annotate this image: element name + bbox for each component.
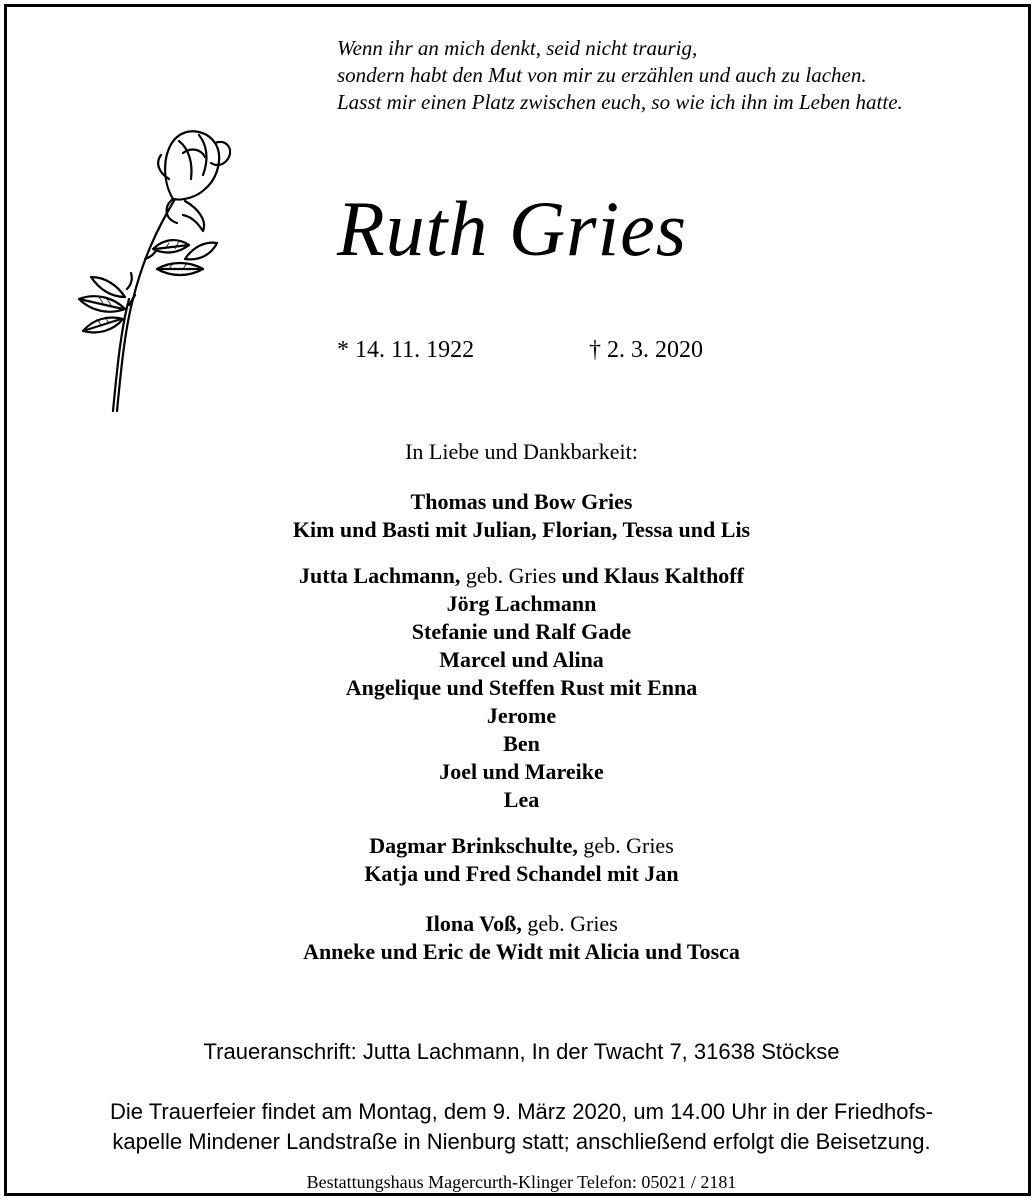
family-line: Jörg Lachmann xyxy=(446,591,597,616)
obituary-frame xyxy=(4,4,1031,1196)
ceremony-line: kapelle Mindener Landstraße in Nienburg statt; anschließend erfolgt die Beisetzung. xyxy=(112,1129,931,1154)
poem xyxy=(337,35,997,116)
family-line: Marcel und Alina xyxy=(439,647,604,672)
family-group xyxy=(7,562,1035,814)
family-line: Lea xyxy=(503,787,540,812)
poem-line: Lasst mir einen Platz zwischen euch, so wie ich ihn im Leben hatte. xyxy=(337,90,903,114)
birth-date: * 14. 11. 1922 xyxy=(337,337,475,363)
family-line: Joel und Mareike xyxy=(439,759,604,784)
family-line: Anneke und Eric de Widt mit Alicia und Tosca xyxy=(303,939,740,964)
family-line: Jerome xyxy=(486,703,557,728)
ceremony-info xyxy=(7,1097,1035,1157)
death-date: † 2. 3. 2020 xyxy=(589,337,703,363)
ceremony-line: Die Trauerfeier findet am Montag, dem 9. März 2020, um 14.00 Uhr in der Friedhofs- xyxy=(110,1099,933,1124)
deceased-name: Ruth Gries xyxy=(337,185,688,272)
family-line: Kim und Basti mit Julian, Florian, Tessa und Lis xyxy=(292,517,751,542)
family-line: Dagmar Brinkschulte, geb. Gries xyxy=(369,833,674,858)
family-line: Angelique und Steffen Rust mit Enna xyxy=(345,675,698,700)
rose-icon xyxy=(65,119,255,419)
family-group xyxy=(7,488,1035,544)
family-line: Thomas und Bow Gries xyxy=(410,489,633,514)
family-line: Jutta Lachmann, geb. Gries und Klaus Kalthoff xyxy=(299,563,744,588)
family-line: Ilona Voß, geb. Gries xyxy=(425,911,618,936)
family-line: Katja und Fred Schandel mit Jan xyxy=(364,861,679,886)
family-group xyxy=(7,910,1035,966)
funeral-home-footer: Bestattungshaus Magercurth-Klinger Telefon: 05021 / 2181 xyxy=(306,1172,737,1192)
poem-line: sondern habt den Mut von mir zu erzählen und auch zu lachen. xyxy=(337,63,867,87)
mourning-address: Traueranschrift: Jutta Lachmann, In der Twacht 7, 31638 Stöckse xyxy=(203,1039,840,1064)
intro-text: In Liebe und Dankbarkeit: xyxy=(405,439,638,464)
poem-line: Wenn ihr an mich denkt, seid nicht traurig, xyxy=(337,36,698,60)
family-group xyxy=(7,832,1035,888)
family-line: Stefanie und Ralf Gade xyxy=(411,619,632,644)
family-line: Ben xyxy=(503,731,540,756)
